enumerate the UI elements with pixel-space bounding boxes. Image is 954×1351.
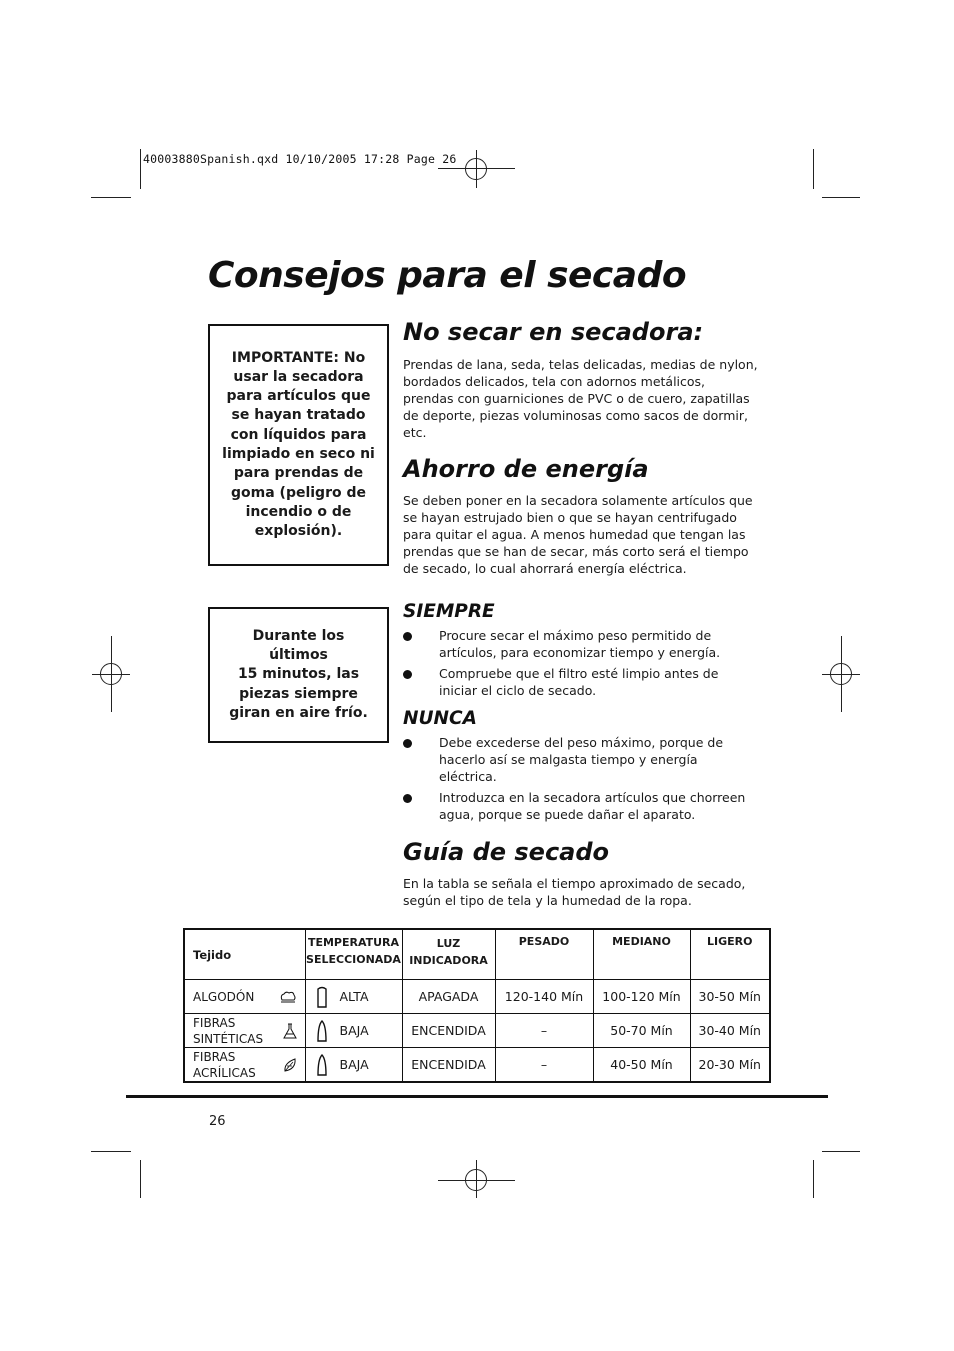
page-number: 26 — [209, 1114, 226, 1129]
no-secar-heading: No secar en secadora: — [403, 318, 704, 346]
crop-mark — [822, 197, 860, 198]
ahorro-text: Se deben poner en la secadora solamente artículos que se hayan estrujado bien o que se hayan centrifugado para quitar el agua. A menos humedad que tengan las prendas que se han de secar, más corto será el tiempo de secado, lo cual ahorrará energía eléctrica. — [403, 493, 753, 576]
header-tejido: Tejido — [184, 929, 305, 980]
registration-mark — [100, 663, 122, 685]
crop-mark — [140, 149, 141, 189]
crop-mark — [822, 1151, 860, 1152]
temperature-cell: ALTA — [306, 985, 402, 1009]
nunca-heading: NUNCA — [403, 708, 477, 729]
bullet-icon — [403, 670, 412, 679]
crop-mark — [813, 149, 814, 189]
cool-down-notice-box — [208, 607, 389, 743]
fabric-cell: FIBRAS SINTÉTICAS — [185, 1015, 305, 1047]
synthetic-flask-icon — [283, 1023, 297, 1039]
print-slug: 40003880Spanish.qxd 10/10/2005 17:28 Page 26 — [143, 152, 457, 166]
ligero-cell: 20-30 Mín — [690, 1048, 770, 1083]
table-row — [184, 1014, 770, 1048]
high-heat-icon — [316, 985, 328, 1009]
registration-mark — [830, 663, 852, 685]
registration-mark — [465, 158, 487, 180]
drying-guide-table — [183, 928, 771, 1083]
important-notice-text: IMPORTANTE: No usar la secadora para artículos que se hayan tratado con líquidos para limpiado en seco ni para prendas de goma (peligro de incendio o de explosión). — [222, 349, 375, 540]
indicator-cell: ENCENDIDA — [402, 1048, 495, 1083]
no-secar-text: Prendas de lana, seda, telas delicadas, medias de nylon, bordados delicados, tela con adornos metálicos, prendas con guarniciones de PVC o de cuero, zapatillas de deporte, piezas voluminosas como sacos de dormir, etc. — [403, 357, 758, 440]
bullet-icon — [403, 794, 412, 803]
crop-mark — [91, 197, 131, 198]
low-heat-icon — [316, 1053, 328, 1077]
acrylic-leaf-icon — [283, 1057, 297, 1073]
registration-mark — [465, 1169, 487, 1191]
footer-rule — [126, 1095, 828, 1098]
table-header-row — [184, 929, 770, 980]
pesado-cell: 120-140 Mín — [495, 980, 593, 1014]
guia-heading: Guía de secado — [403, 838, 610, 866]
low-heat-icon — [316, 1019, 328, 1043]
ligero-cell: 30-40 Mín — [690, 1014, 770, 1048]
table-row — [184, 1048, 770, 1083]
cool-down-notice-text: Durante los últimos 15 minutos, las piezas siempre giran en aire frío. — [229, 627, 368, 721]
fabric-cell: FIBRAS ACRÍLICAS — [185, 1049, 305, 1081]
pesado-cell: – — [495, 1048, 593, 1083]
guia-text: En la tabla se señala el tiempo aproximado de secado, según el tipo de tela y la humedad de la ropa. — [403, 876, 746, 908]
crop-mark — [813, 1160, 814, 1198]
header-ligero: LIGERO — [690, 929, 770, 980]
cotton-care-icon — [279, 990, 297, 1004]
header-mediano: MEDIANO — [593, 929, 690, 980]
table-row — [184, 980, 770, 1014]
crop-mark — [140, 1160, 141, 1198]
temperature-cell: BAJA — [306, 1019, 402, 1043]
header-luz: LUZ INDICADORA — [402, 929, 495, 980]
siempre-heading: SIEMPRE — [403, 601, 495, 622]
mediano-cell: 40-50 Mín — [593, 1048, 690, 1083]
header-pesado: PESADO — [495, 929, 593, 980]
temperature-cell: BAJA — [306, 1053, 402, 1077]
bullet-icon — [403, 632, 412, 641]
pesado-cell: – — [495, 1014, 593, 1048]
indicator-cell: ENCENDIDA — [402, 1014, 495, 1048]
ahorro-heading: Ahorro de energía — [403, 455, 649, 483]
header-temperatura: TEMPERATURA SELECCIONADA — [305, 929, 402, 980]
fabric-cell: ALGODÓN — [185, 989, 305, 1005]
page-title: Consejos para el secado — [208, 255, 687, 296]
crop-mark — [91, 1151, 131, 1152]
important-notice-box — [208, 324, 389, 566]
bullet-icon — [403, 739, 412, 748]
ligero-cell: 30-50 Mín — [690, 980, 770, 1014]
indicator-cell: APAGADA — [402, 980, 495, 1014]
mediano-cell: 50-70 Mín — [593, 1014, 690, 1048]
mediano-cell: 100-120 Mín — [593, 980, 690, 1014]
